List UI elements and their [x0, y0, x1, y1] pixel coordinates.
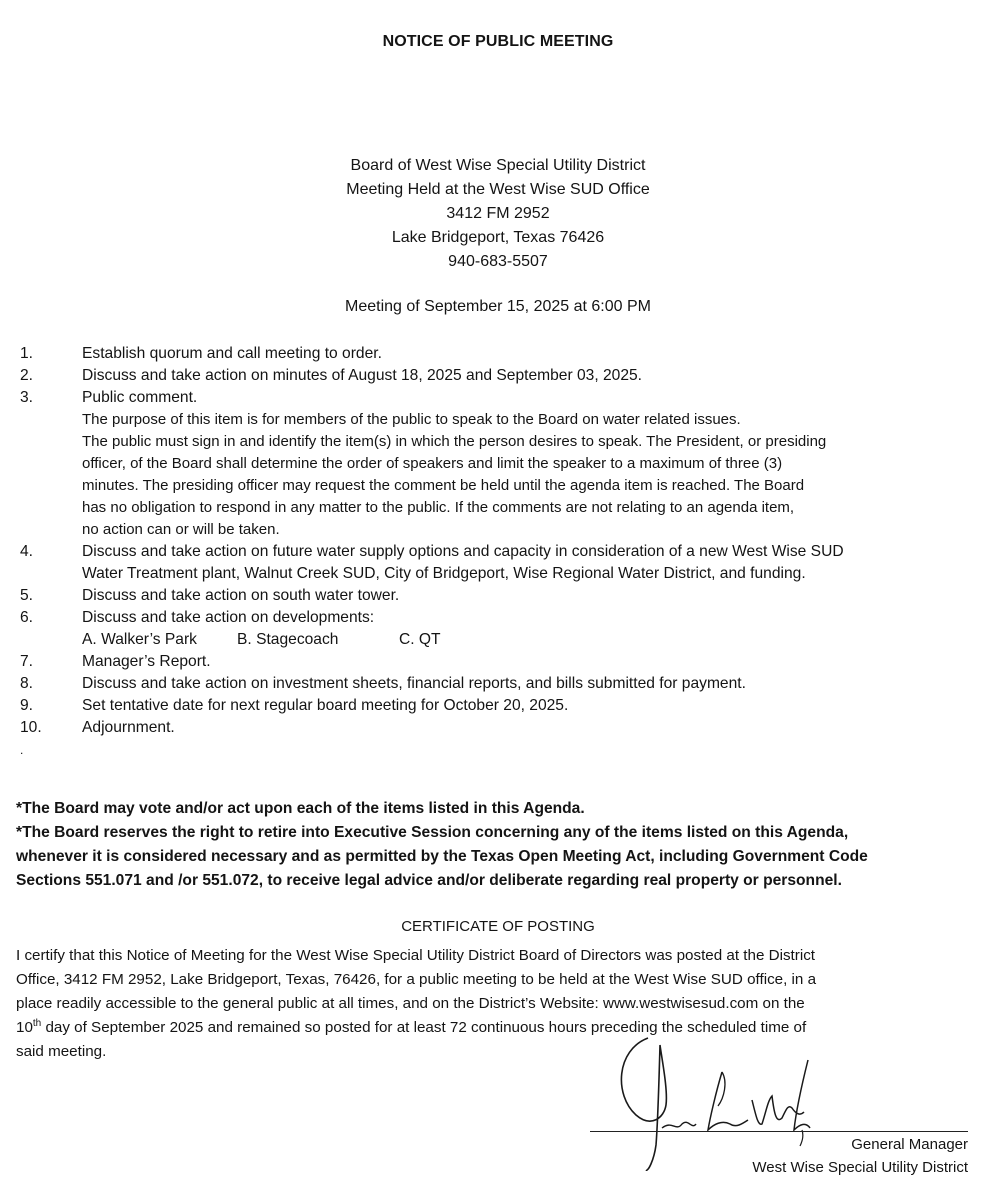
meeting-header: [0, 154, 996, 274]
agenda-item: [20, 607, 970, 629]
agenda-item: [20, 585, 970, 607]
detail-line: officer, of the Board shall determine the order of speakers and limit the speaker to a maximum of three (3): [82, 455, 783, 472]
agenda-item: [20, 387, 970, 409]
item-number: 8.: [20, 675, 34, 692]
executive-note-line: Sections 551.071 and /or 551.072, to receive legal advice and/or deliberate regarding real property or personnel.: [16, 872, 842, 889]
public-comment-detail: [20, 409, 970, 541]
item-text: Adjournment.: [82, 719, 175, 736]
item-text: Establish quorum and call meeting to order.: [82, 345, 382, 362]
board-name: Board of West Wise Special Utility District: [350, 157, 646, 174]
item-text: Discuss and take action on developments:: [82, 609, 375, 626]
item-number: 10.: [20, 719, 42, 736]
item-text-line: Discuss and take action on future water supply options and capacity in consideration of a new West Wise SUD: [82, 543, 844, 560]
city-state-zip: Lake Bridgeport, Texas 76426: [391, 229, 605, 246]
board-notes: [16, 797, 976, 893]
detail-line: The public must sign in and identify the item(s) in which the person desires to speak. The President, or presiding: [82, 433, 827, 450]
item-number: 7.: [20, 653, 34, 670]
executive-note-line: whenever it is considered necessary and as permitted by the Texas Open Meeting Act, including Government Code: [16, 848, 868, 865]
development-list: [20, 629, 970, 651]
item-number: 6.: [20, 609, 34, 626]
certificate-line: Office, 3412 FM 2952, Lake Bridgeport, Texas, 76426, for a public meeting to be held at the West Wise SUD office, in a: [16, 971, 817, 988]
agenda-item: [20, 717, 970, 739]
item-number: 3.: [20, 389, 34, 406]
agenda-item: [20, 651, 970, 673]
signer-title: General Manager: [851, 1136, 968, 1153]
agenda-item: [20, 343, 970, 365]
signature-line: [590, 1131, 968, 1132]
detail-line: The purpose of this item is for members of the public to speak to the Board on water related issues.: [82, 411, 741, 428]
phone-number: 940-683-5507: [448, 253, 548, 270]
agenda-item: [20, 695, 970, 717]
agenda-item: [20, 365, 970, 387]
item-number: 1.: [20, 345, 34, 362]
item-text: [82, 541, 970, 585]
detail-line: has no obligation to respond in any matter to the public. If the comments are not relating to an agenda item,: [82, 499, 795, 516]
development-item: A. Walker’s Park: [82, 631, 197, 648]
item-number: 5.: [20, 587, 34, 604]
executive-note-line: *The Board reserves the right to retire into Executive Session concerning any of the items listed on this Agenda,: [16, 824, 849, 841]
signer-organization: West Wise Special Utility District: [752, 1159, 968, 1176]
agenda-list: [20, 343, 970, 761]
item-text: Public comment.: [82, 389, 198, 406]
detail-line: minutes. The presiding officer may request the comment be held until the agenda item is reached. The Board: [82, 477, 805, 494]
day-suffix: th: [32, 1017, 42, 1029]
certificate-line: I certify that this Notice of Meeting for the West Wise Special Utility District Board of Directors was posted at the District: [16, 947, 816, 964]
meeting-location: Meeting Held at the West Wise SUD Office: [346, 181, 650, 198]
development-item: B. Stagecoach: [237, 631, 339, 648]
agenda-item: [20, 541, 970, 585]
certificate-line: said meeting.: [16, 1043, 107, 1060]
item-text: Discuss and take action on investment sheets, financial reports, and bills submitted for payment.: [82, 675, 746, 692]
item-number: 2.: [20, 367, 34, 384]
development-item: C. QT: [399, 631, 441, 648]
item-number: 4.: [20, 543, 34, 560]
vote-note: *The Board may vote and/or act upon each of the items listed in this Agenda.: [16, 800, 585, 817]
item-text-line: Water Treatment plant, Walnut Creek SUD, City of Bridgeport, Wise Regional Water District, and funding.: [82, 565, 806, 582]
stray-mark: .: [20, 743, 24, 757]
meeting-date: Meeting of September 15, 2025 at 6:00 PM: [345, 298, 651, 315]
certificate-line-rest: day of September 2025 and remained so posted for at least 72 continuous hours preceding the scheduled time of: [41, 1019, 807, 1036]
item-text: Manager’s Report.: [82, 653, 211, 670]
item-text: Discuss and take action on south water tower.: [82, 587, 400, 604]
certificate-line: place readily accessible to the general public at all times, and on the District’s Website: www.westwisesud.com on the: [16, 995, 805, 1012]
street-address: 3412 FM 2952: [446, 205, 550, 222]
detail-line: no action can or will be taken.: [82, 521, 280, 538]
item-text: Set tentative date for next regular board meeting for October 20, 2025.: [82, 697, 569, 714]
item-number: 9.: [20, 697, 34, 714]
handwritten-signature: [596, 1020, 856, 1180]
item-text: Discuss and take action on minutes of August 18, 2025 and September 03, 2025.: [82, 367, 643, 384]
notice-title: NOTICE OF PUBLIC MEETING: [382, 33, 614, 50]
agenda-item: [20, 673, 970, 695]
certificate-heading: CERTIFICATE OF POSTING: [401, 918, 595, 935]
posting-day: 10: [16, 1019, 33, 1036]
